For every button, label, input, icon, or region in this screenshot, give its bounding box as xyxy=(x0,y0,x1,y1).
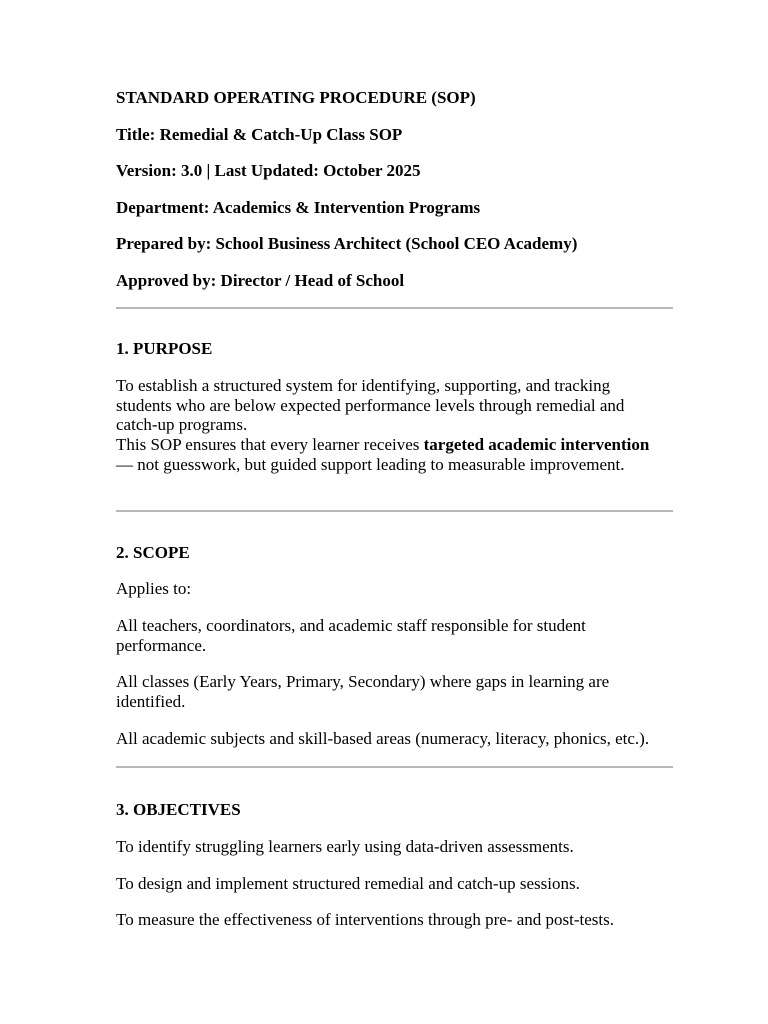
section-heading-purpose: 1. PURPOSE xyxy=(116,339,213,358)
objective-item: To identify struggling learners early using data-driven assessments. xyxy=(116,837,574,856)
doc-type-heading: STANDARD OPERATING PROCEDURE (SOP) xyxy=(116,88,476,107)
doc-approved-by: Approved by: Director / Head of School xyxy=(116,271,405,290)
purpose-p2-emphasis: targeted academic intervention xyxy=(423,435,650,454)
objective-item: To measure the effectiveness of interventions through pre- and post-tests. xyxy=(116,910,614,929)
scope-item: All classes (Early Years, Primary, Secondary) where gaps in learning are identified. xyxy=(116,672,610,711)
scope-item: All academic subjects and skill-based areas (numeracy, literacy, phonics, etc.). xyxy=(116,729,650,748)
scope-item: All teachers, coordinators, and academic staff responsible for student performance. xyxy=(116,616,586,655)
section-heading-objectives: 3. OBJECTIVES xyxy=(116,800,241,819)
scope-intro: Applies to: xyxy=(116,579,192,598)
purpose-paragraph-2 xyxy=(116,435,661,474)
doc-department: Department: Academics & Intervention Programs xyxy=(116,198,481,217)
purpose-p2-text-start: This SOP ensures that every learner receives xyxy=(116,435,424,454)
divider xyxy=(116,766,673,768)
purpose-paragraph-1: To establish a structured system for identifying, supporting, and tracking students who are below expected performance levels through remedial and catch-up programs. xyxy=(116,376,625,434)
objective-item: To design and implement structured remedial and catch-up sessions. xyxy=(116,874,580,893)
section-heading-scope: 2. SCOPE xyxy=(116,543,190,562)
divider xyxy=(116,307,673,309)
doc-version: Version: 3.0 | Last Updated: October 2025 xyxy=(116,161,421,180)
divider xyxy=(116,510,673,512)
purpose-p2-text-end: — not guesswork, but guided support leading to measurable improvement. xyxy=(116,454,625,474)
doc-prepared-by: Prepared by: School Business Architect (School CEO Academy) xyxy=(116,234,578,253)
doc-title: Title: Remedial & Catch-Up Class SOP xyxy=(116,125,403,144)
